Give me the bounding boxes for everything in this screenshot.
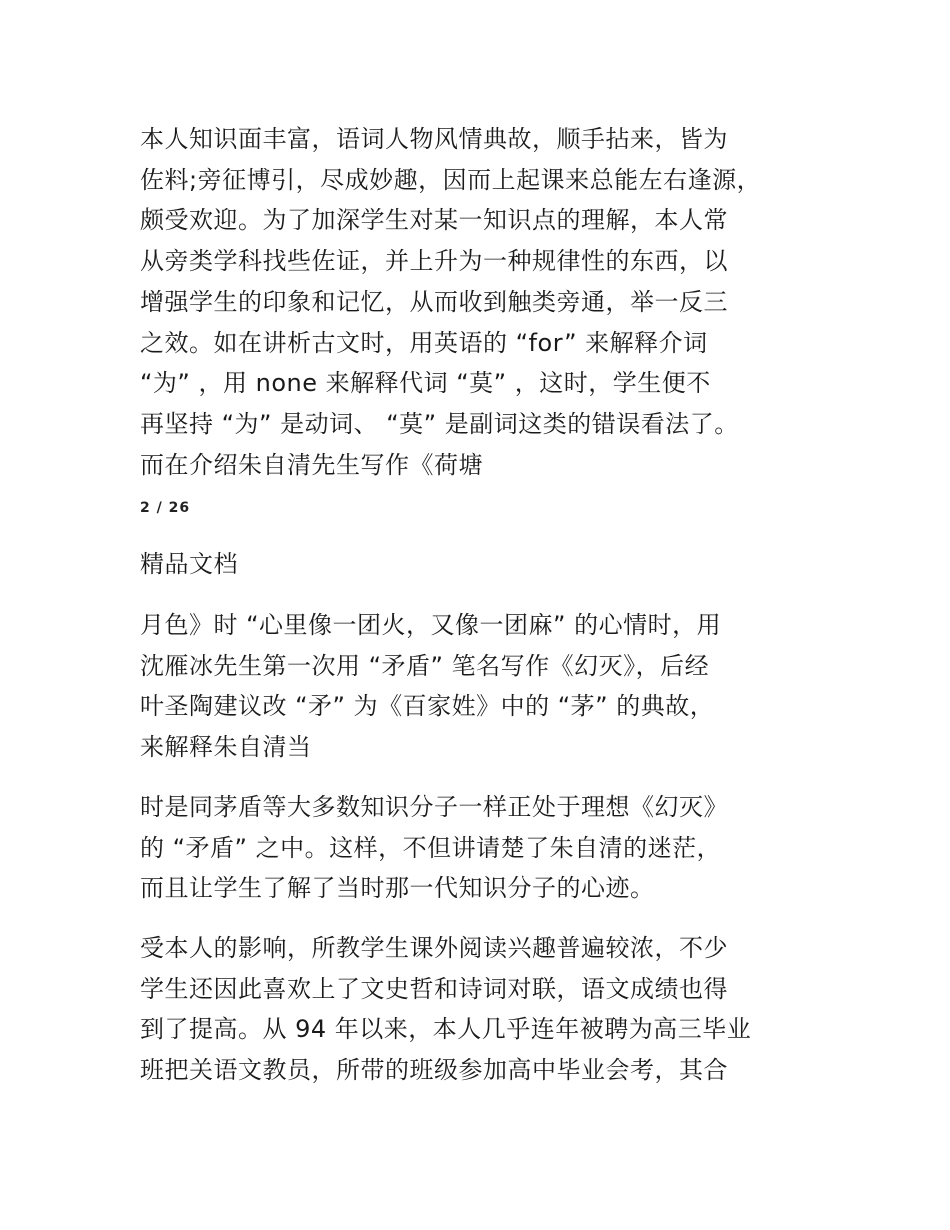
- text-line: 时是同茅盾等大多数知识分子一样正处于理想《幻灭》: [140, 793, 728, 821]
- text-line: 班把关语文教员，所带的班级参加高中毕业会考，其合: [140, 1056, 728, 1085]
- text-line: 受本人的影响，所教学生课外阅读兴趣普遍较浓，不少: [140, 934, 728, 962]
- page-number: 2 / 26: [140, 500, 191, 516]
- text-line: 来解释朱自清当: [140, 733, 312, 762]
- page-header: 精品文档: [140, 550, 238, 578]
- text-line: 学生还因此喜欢上了文史哲和诗词对联，语文成绩也得: [140, 974, 728, 1003]
- text-line: 沈雁冰先生第一次用 “矛盾” 笔名写作《幻灭》，后经: [140, 651, 710, 680]
- text-line: 颇受欢迎。为了加深学生对某一知识点的理解，本人常: [140, 206, 728, 235]
- text-line: 佐料;旁征博引，尽成妙趣，因而上起课来总能左右逢源，: [140, 165, 762, 194]
- text-line: 而在介绍朱自清先生写作《荷塘: [140, 450, 483, 479]
- text-line: 到了提高。从 94 年以来，本人几乎连年被聘为高三毕业: [140, 1015, 752, 1044]
- text-line: 月色》时 “心里像一团火，又像一团麻” 的心情时，用: [140, 611, 722, 639]
- paragraph: [140, 787, 830, 909]
- text-line: 增强学生的印象和记忆，从而收到触类旁通，举一反三: [140, 287, 728, 316]
- text-line: 本人知识面丰富，语词人物风情典故，顺手拈来，皆为: [140, 125, 728, 153]
- text-line: 而且让学生了解了当时那一代知识分子的心迹。: [140, 874, 655, 903]
- paragraph: [140, 605, 830, 768]
- text-line: 叶圣陶建议改 “矛” 为《百家姓》中的 “茅” 的典故，: [140, 692, 715, 721]
- text-line: 再坚持 “为” 是动词、 “莫” 是副词这类的错误看法了。: [140, 409, 739, 438]
- text-line: 从旁类学科找些佐证，并上升为一种规律性的东西，以: [140, 247, 728, 276]
- paragraph-continued: [140, 119, 830, 485]
- text-line: “为” ，用 none 来解释代词 “莫” ，这时，学生便不: [140, 369, 711, 398]
- text-line: 的 “矛盾” 之中。这样，不但讲请楚了朱自清的迷茫，: [140, 833, 722, 862]
- paragraph: [140, 928, 830, 1091]
- text-line: 之效。如在讲析古文时，用英语的 “for” 来解释介词: [140, 328, 708, 357]
